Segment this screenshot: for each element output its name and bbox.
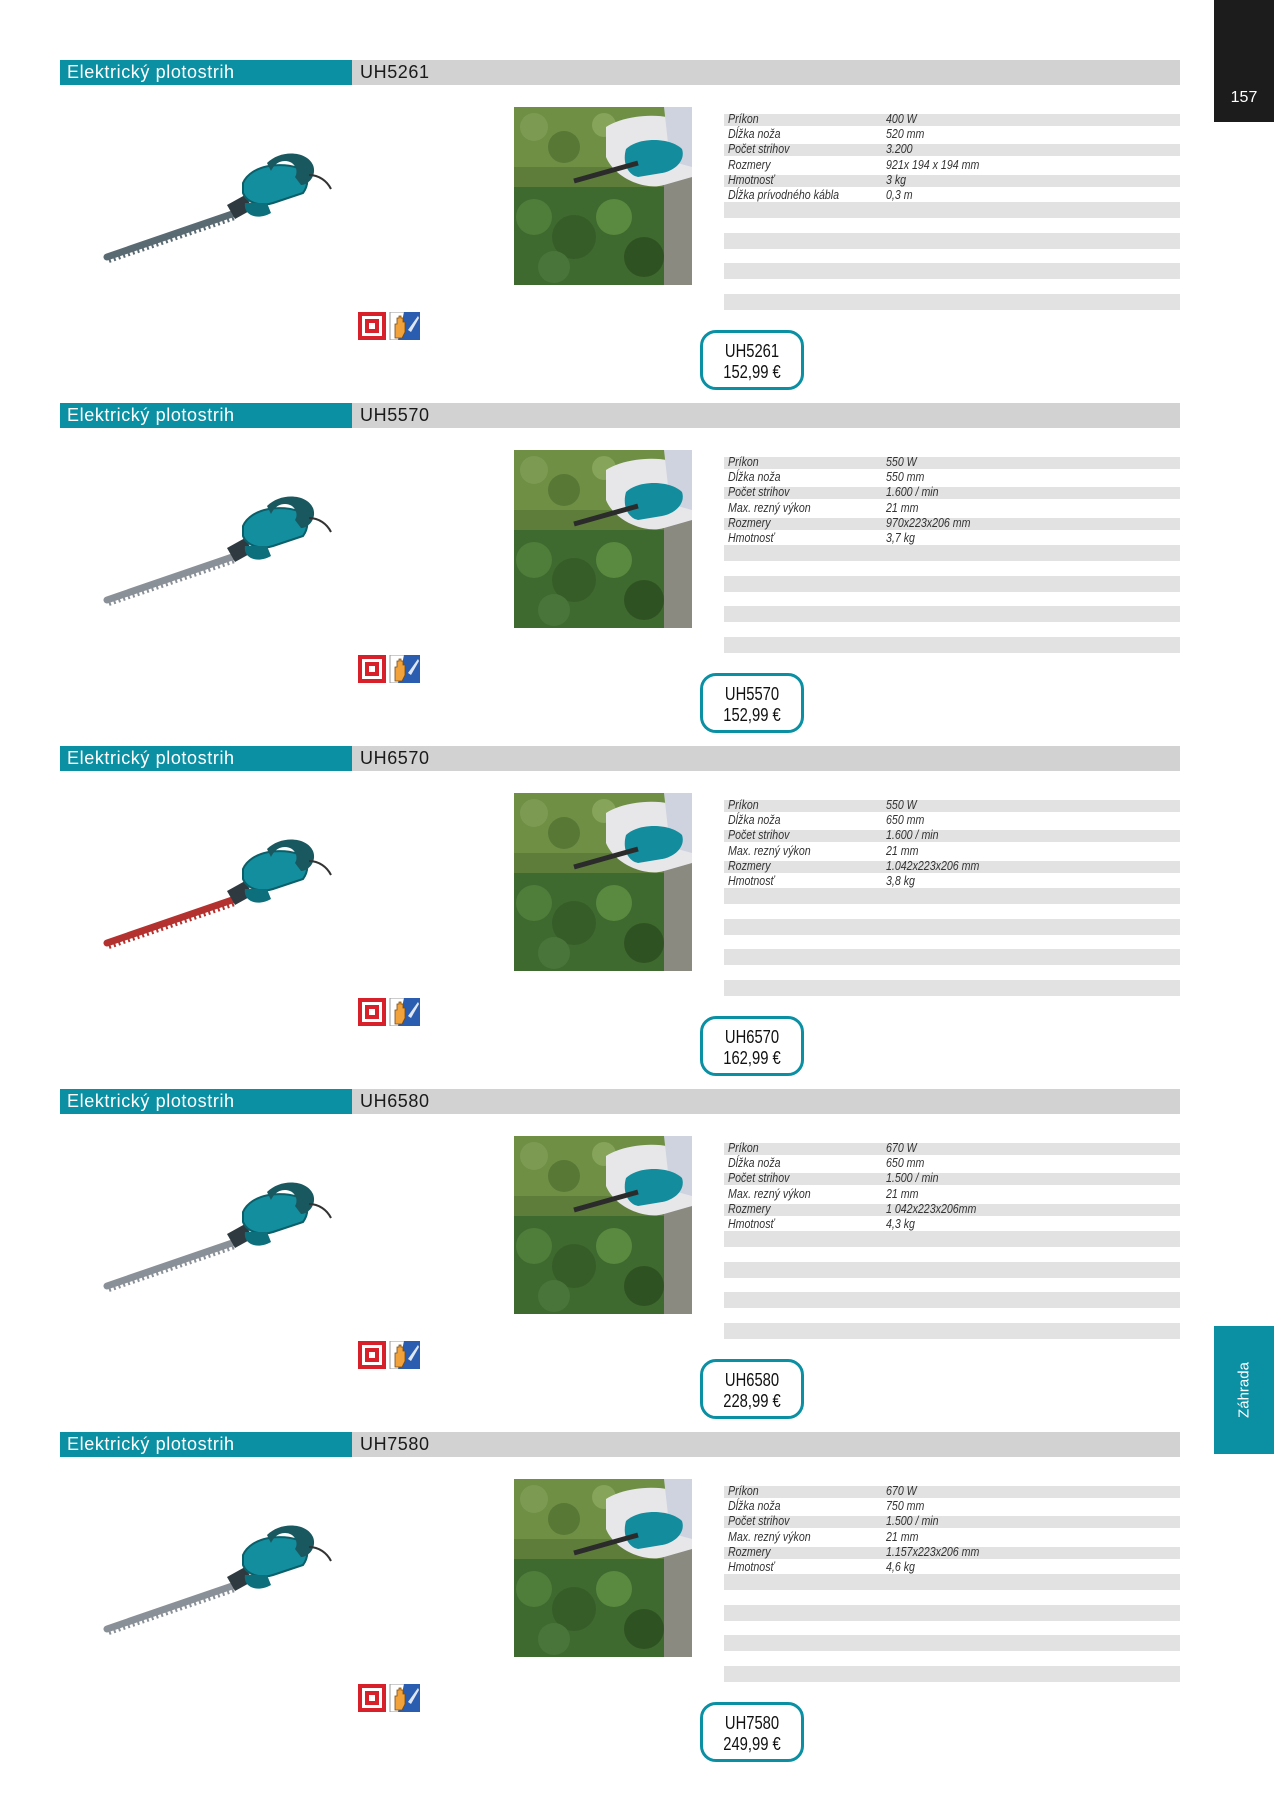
spec-label: Hmotnosť [728, 1216, 775, 1231]
spec-label: Dĺžka noža [728, 470, 781, 485]
price-model: UH7580 [724, 1713, 780, 1733]
spec-label: Dĺžka prívodného kábla [728, 187, 840, 202]
product-category: Elektrický plotostrih [60, 1089, 352, 1114]
spec-row-band [724, 487, 1180, 499]
spec-row-band [724, 129, 1180, 141]
spec-label: Počet strihov [728, 1514, 790, 1529]
double-insulation-icon [358, 998, 386, 1026]
hedge-trimmer-image [95, 488, 335, 628]
feature-icons [358, 998, 420, 1026]
spec-filler-row [724, 1666, 1180, 1682]
hedge-trimmer-image [95, 1517, 335, 1657]
spec-filler-row [724, 1292, 1180, 1308]
spec-row [724, 501, 1180, 516]
spec-row [724, 470, 1180, 485]
product-in-use-photo [514, 1479, 692, 1657]
spec-row-band [724, 1216, 1180, 1231]
product-card [0, 60, 1274, 403]
double-insulation-icon [358, 312, 386, 340]
product-category: Elektrický plotostrih [60, 1432, 352, 1457]
spec-row [724, 188, 1180, 203]
spec-value: 21 mm [886, 500, 919, 515]
product-card [0, 403, 1274, 746]
price-model: UH6570 [724, 1027, 780, 1047]
spec-label: Počet strihov [728, 1171, 790, 1186]
product-category: Elektrický plotostrih [60, 60, 352, 85]
price-value: 249,99 € [723, 1734, 781, 1754]
hand-safety-icon [390, 1684, 420, 1712]
spec-value: 650 mm [886, 1156, 925, 1171]
spec-value: 4,6 kg [886, 1559, 915, 1574]
spec-row [724, 874, 1180, 889]
spec-label: Hmotnosť [728, 172, 775, 187]
spec-row [724, 798, 1180, 813]
spec-row [724, 844, 1180, 859]
spec-label: Rozmery [728, 157, 771, 172]
spec-row-band [724, 1173, 1180, 1185]
price-model: UH6580 [724, 1370, 780, 1390]
spec-label: Dĺžka noža [728, 813, 781, 828]
spec-label: Rozmery [728, 1201, 771, 1216]
spec-row-band [724, 114, 1180, 126]
product-in-use-photo [514, 107, 692, 285]
spec-filler-row [724, 1262, 1180, 1278]
spec-filler-row [724, 233, 1180, 249]
spec-value: 1.600 / min [886, 485, 939, 500]
product-card [0, 746, 1274, 1089]
spec-row-band [724, 800, 1180, 812]
price-value: 152,99 € [723, 362, 781, 382]
spec-label: Príkon [728, 1141, 759, 1155]
spec-label: Max. rezný výkon [728, 1529, 811, 1544]
spec-value: 21 mm [886, 1529, 919, 1544]
price-value: 152,99 € [723, 705, 781, 725]
spec-row-band [724, 1501, 1180, 1513]
product-card [0, 1089, 1274, 1432]
spec-row-band [724, 830, 1180, 842]
feature-icons [358, 1684, 420, 1712]
price-box[interactable] [700, 1702, 804, 1762]
product-model: UH6580 [360, 1091, 430, 1111]
spec-row-band [724, 172, 1180, 187]
spec-value: 3,8 kg [886, 873, 915, 888]
spec-row-band [724, 457, 1180, 469]
feature-icons [358, 655, 420, 683]
spec-filler-row [724, 294, 1180, 310]
spec-row [724, 828, 1180, 843]
product-in-use-photo [514, 793, 692, 971]
spec-filler-row [724, 949, 1180, 965]
spec-label: Hmotnosť [728, 873, 775, 888]
spec-filler-row [724, 1574, 1180, 1590]
spec-row-band [724, 873, 1180, 888]
spec-value: 970x223x206 mm [886, 515, 971, 530]
spec-row [724, 485, 1180, 500]
double-insulation-icon [358, 655, 386, 683]
spec-filler-row [724, 888, 1180, 904]
spec-row [724, 142, 1180, 157]
spec-row-band [724, 144, 1180, 156]
spec-label: Počet strihov [728, 485, 790, 500]
spec-value: 520 mm [886, 127, 925, 142]
spec-row [724, 1499, 1180, 1514]
spec-row [724, 1171, 1180, 1186]
double-insulation-icon [358, 1341, 386, 1369]
hedge-trimmer-image [95, 1174, 335, 1314]
price-box[interactable] [700, 673, 804, 733]
spec-row-band [724, 1516, 1180, 1528]
spec-row [724, 531, 1180, 546]
price-model: UH5570 [724, 684, 780, 704]
hand-safety-icon [390, 312, 420, 340]
spec-value: 750 mm [886, 1499, 925, 1514]
spec-label: Max. rezný výkon [728, 500, 811, 515]
spec-table [724, 112, 1180, 203]
spec-value: 1.500 / min [886, 1514, 939, 1529]
spec-value: 3 kg [886, 172, 907, 187]
spec-value: 3,7 kg [886, 530, 915, 545]
spec-label: Dĺžka noža [728, 1499, 781, 1514]
product-model: UH5570 [360, 405, 430, 425]
spec-filler-row [724, 263, 1180, 279]
spec-label: Počet strihov [728, 142, 790, 157]
spec-value: 670 W [886, 1141, 917, 1155]
spec-row [724, 1530, 1180, 1545]
spec-row-band [724, 530, 1180, 545]
spec-row-band [724, 472, 1180, 484]
spec-row [724, 1560, 1180, 1575]
spec-label: Dĺžka noža [728, 127, 781, 142]
spec-filler-row [724, 980, 1180, 996]
spec-label: Počet strihov [728, 828, 790, 843]
spec-filler-row [724, 919, 1180, 935]
spec-value: 1.042x223x206 mm [886, 858, 980, 873]
spec-value: 550 mm [886, 470, 925, 485]
spec-row-band [724, 1559, 1180, 1574]
spec-value: 0,3 m [886, 187, 913, 202]
spec-label: Rozmery [728, 858, 771, 873]
spec-label: Rozmery [728, 515, 771, 530]
spec-filler-row [724, 637, 1180, 653]
spec-row [724, 1484, 1180, 1499]
spec-filler-row [724, 1231, 1180, 1247]
spec-value: 21 mm [886, 1186, 919, 1201]
spec-filler-row [724, 576, 1180, 592]
spec-row [724, 1217, 1180, 1232]
spec-value: 650 mm [886, 813, 925, 828]
price-box[interactable] [700, 1359, 804, 1419]
spec-row [724, 1141, 1180, 1156]
spec-filler-row [724, 1605, 1180, 1621]
product-model: UH7580 [360, 1434, 430, 1454]
product-category: Elektrický plotostrih [60, 746, 352, 771]
spec-row [724, 455, 1180, 470]
feature-icons [358, 1341, 420, 1369]
feature-icons [358, 312, 420, 340]
spec-row [724, 1202, 1180, 1217]
spec-value: 1.500 / min [886, 1171, 939, 1186]
product-in-use-photo [514, 450, 692, 628]
product-card [0, 1432, 1274, 1775]
spec-value: 400 W [886, 112, 917, 126]
spec-row-band [724, 1486, 1180, 1498]
double-insulation-icon [358, 1684, 386, 1712]
hedge-trimmer-image [95, 831, 335, 971]
price-box[interactable] [700, 330, 804, 390]
spec-value: 3.200 [886, 142, 913, 157]
spec-label: Príkon [728, 1484, 759, 1498]
spec-label: Dĺžka noža [728, 1156, 781, 1171]
spec-value: 1 042x223x206mm [886, 1201, 977, 1216]
price-value: 162,99 € [723, 1048, 781, 1068]
hand-safety-icon [390, 1341, 420, 1369]
product-in-use-photo [514, 1136, 692, 1314]
hedge-trimmer-image [95, 145, 335, 285]
spec-row-band [724, 1158, 1180, 1170]
spec-label: Rozmery [728, 1544, 771, 1559]
spec-value: 550 W [886, 455, 917, 469]
spec-value: 921x 194 x 194 mm [886, 157, 980, 172]
spec-value: 21 mm [886, 843, 919, 858]
page-number: 157 [1230, 89, 1258, 106]
spec-row [724, 112, 1180, 127]
hand-safety-icon [390, 655, 420, 683]
spec-row [724, 516, 1180, 531]
spec-row [724, 127, 1180, 142]
spec-label: Max. rezný výkon [728, 1186, 811, 1201]
spec-label: Hmotnosť [728, 530, 775, 545]
spec-row [724, 173, 1180, 188]
product-model: UH6570 [360, 748, 430, 768]
spec-row [724, 813, 1180, 828]
spec-row [724, 1545, 1180, 1560]
spec-row [724, 1187, 1180, 1202]
product-category: Elektrický plotostrih [60, 403, 352, 428]
spec-row [724, 158, 1180, 173]
spec-row [724, 1514, 1180, 1529]
spec-value: 550 W [886, 798, 917, 812]
spec-filler-row [724, 1635, 1180, 1651]
spec-label: Príkon [728, 112, 759, 126]
spec-label: Príkon [728, 455, 759, 469]
spec-label: Príkon [728, 798, 759, 812]
spec-row [724, 859, 1180, 874]
spec-label: Hmotnosť [728, 1559, 775, 1574]
spec-filler-row [724, 606, 1180, 622]
spec-filler-row [724, 202, 1180, 218]
product-model: UH5261 [360, 62, 430, 82]
spec-row-band [724, 1143, 1180, 1155]
hand-safety-icon [390, 998, 420, 1026]
spec-value: 1.157x223x206 mm [886, 1544, 980, 1559]
spec-value: 670 W [886, 1484, 917, 1498]
price-box[interactable] [700, 1016, 804, 1076]
section-label: Záhrada [1235, 1362, 1253, 1418]
price-model: UH5261 [724, 341, 780, 361]
spec-label: Max. rezný výkon [728, 843, 811, 858]
spec-row [724, 1156, 1180, 1171]
spec-filler-row [724, 545, 1180, 561]
spec-row-band [724, 815, 1180, 827]
spec-value: 1.600 / min [886, 828, 939, 843]
spec-value: 4,3 kg [886, 1216, 915, 1231]
price-value: 228,99 € [723, 1391, 781, 1411]
spec-filler-row [724, 1323, 1180, 1339]
